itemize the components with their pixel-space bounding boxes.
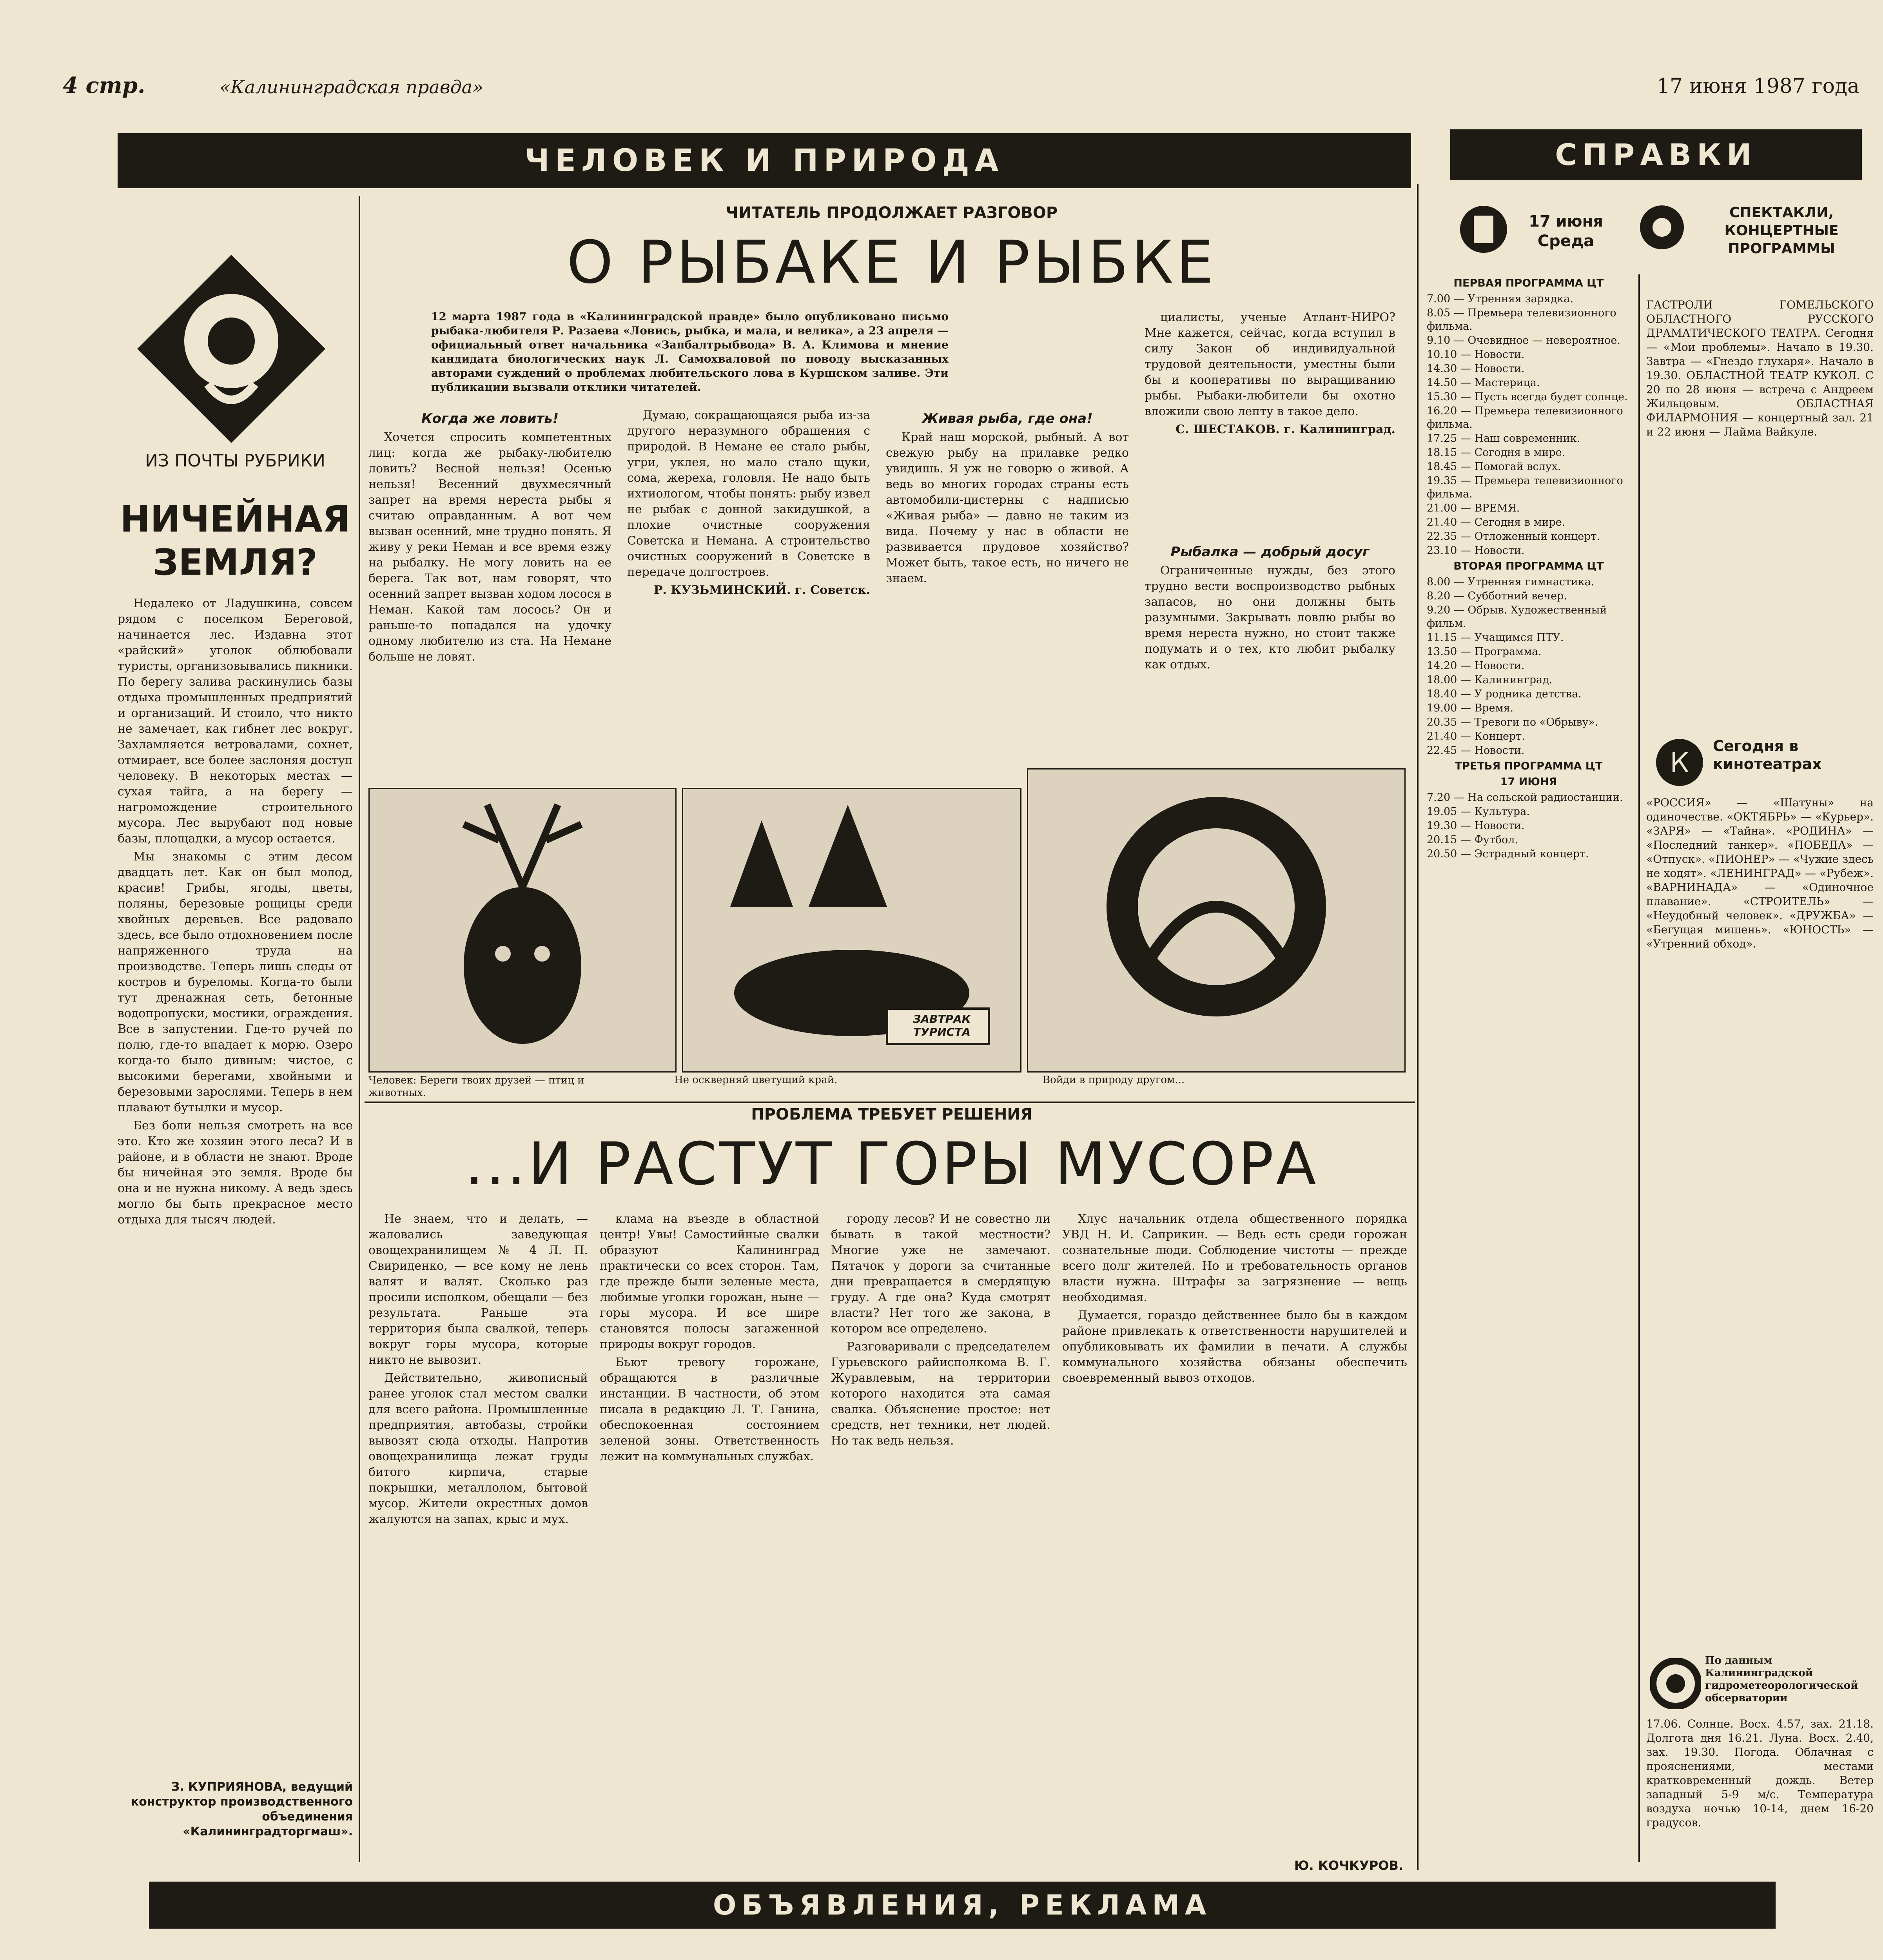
tv-list: [1427, 791, 1631, 861]
paragraph: Действительно, живописный ранее уголок стал местом свалки для всего района. Промышленные предприятия, автобазы, стройки вывозят сюда отходы. Напротив овощехранилища лежат груды битого кирпича, старые покрышки, металлолом, бытовой мусор. Жители окрестных домов жалуются на запах, крыс и мух.: [368, 1371, 588, 1526]
fishing-intro: 12 марта 1987 года в «Калининградской правде» было опубликовано письмо рыбака-любителя Р. Разаева «Ловись, рыбка, и мала, и велика», а 23 апреля — официальный ответ начальника «Запбалтрыбвода» В. А. Климова и мнение кандидата биологических наук Л. Самохваловой по поводу высказанных авторами суждений о проблемах любительского лова в Куршском заливе. Эти публикации вызвали отклики читателей.: [431, 310, 949, 394]
column-divider: [1417, 184, 1419, 1870]
caption: Человек: Береги твоих друзей — птиц и животных.: [368, 1074, 584, 1099]
tv-line: 11.15 — Учащимся ПТУ.: [1427, 632, 1564, 644]
paragraph: Хлус начальник отдела общественного порядка УВД Н. И. Саприкин. — Ведь есть среди горожан сознательные люди. Соблюдение чистоты — прежде всего долг жителей. Но и требовательность органов власти нужна. Штрафы за загрязнение — вещь необходимая.: [1062, 1212, 1407, 1304]
headline-fishing: О РЫБАКЕ И РЫБКЕ: [567, 229, 1217, 297]
paragraph: городу лесов? И не совестно ли бывать в такой местности? Многие уже не замечают. Пятачок у дороги за считанные дни превращается в смердящую груду. А где она? Куда смотрят власти? Нет того же закона, в котором все определено.: [831, 1212, 1050, 1336]
signature: Р. КУЗЬМИНСКИЙ. г. Советск.: [653, 583, 870, 597]
tv-line: 7.00 — Утренняя зарядка.: [1427, 293, 1573, 305]
tv-line: 21.40 — Сегодня в мире.: [1427, 516, 1566, 528]
svg-text:К: К: [1670, 747, 1689, 779]
garbage-signature: Ю. КОЧКУРОВ.: [1294, 1858, 1403, 1873]
tv-line: 18.15 — Сегодня в мире.: [1427, 446, 1566, 459]
tv-line: 19.00 — Время.: [1427, 702, 1514, 714]
garbage-col-1: [368, 1211, 588, 1878]
issue-date: 17 июня 1987 года: [1656, 74, 1859, 98]
tv-line: 14.50 — Мастерица.: [1427, 377, 1540, 389]
paragraph: Край наш морской, рыбный. А вот свежую рыбу на прилавке редко увидишь. Я уж не говорю о живой. А ведь во многих городах страны есть автомобили-цистерны с надписью «Живая рыба» — давно не таким из вида. Почему у нас в области не развивается прудовое хозяйство? Может быть, такое есть, но ничего не знаем.: [886, 430, 1129, 585]
tv-line: 22.45 — Новости.: [1427, 744, 1525, 757]
weather-text: 17.06. Солнце. Восх. 4.57, зах. 21.18. Долгота дня 16.21. Луна. Восх. 2.40, зах. 19.30. Погода. Облачная с прояснениями, местами кратковременный дождь. Ветер западный 5-9 м/с. Температура воздуха ночью 10-14, днем 16-20 градусов.: [1646, 1717, 1874, 1829]
illustration-nature: [1027, 768, 1406, 1073]
paragraph: Бьют тревогу горожане, обращаются в различные инстанции. В частности, об этом писала в редакцию Л. Т. Ганина, обеспокоенная состоянием зеленой зоны. Ответственность лежит на коммунальных службах.: [600, 1356, 819, 1463]
garbage-col-2: [600, 1211, 819, 1878]
cinema-text: «РОССИЯ» — «Шатуны» на одиночестве. «ОКТЯБРЬ» — «Курьер». «ЗАРЯ» — «Тайна». «РОДИНА» — «Последний танкер». «ПОБЕДА» — «Отпуск». «ПИОНЕР» — «Чужие здесь не ходят». «ЛЕНИНГРАД» — «Рубеж». «ВАРНИНАДА» — «Одиночное плавание». «СТРОИТЕЛЬ» — «Неудобный человек». «ДРУЖБА» — «Бегущая мишень». «ЮНОСТЬ» — «Утренний обход».: [1646, 796, 1874, 950]
tv-line: 20.15 — Футбол.: [1427, 834, 1518, 846]
signature: С. ШЕСТАКОВ. г. Калининград.: [1176, 423, 1395, 436]
tv-line: 9.20 — Обрыв. Художественный фильм.: [1427, 604, 1607, 630]
page-number: 4 стр.: [63, 73, 145, 98]
tv-line: 19.05 — Культура.: [1427, 806, 1530, 818]
paragraph: Думается, гораздо действеннее было бы в каждом районе привлекать к ответственности нарушителей и опубликовывать их фамилии в печати. А службы коммунального хозяйства обязаны обеспечить своевременный вывоз отходов.: [1062, 1308, 1407, 1385]
kicker-problem: ПРОБЛЕМА ТРЕБУЕТ РЕШЕНИЯ: [751, 1105, 1032, 1123]
tv-line: 10.10 — Новости.: [1427, 348, 1525, 361]
tv-line: 18.45 — Помогай вслух.: [1427, 461, 1561, 473]
sidebar-paragraph: Мы знакомы с этим десом двадцать лет. Как он был молод, красив! Грибы, ягоды, цветы, поляны, березовые рощицы среди хвойных деревьев. Все радовало здесь, все было отдохновением после напряженного труда на производстве. Теперь лишь следы от костров и буреломы. Когда-то были тут дренажная сеть, бетонные водопропуски, мостики, ограждения. Все в запустении. Где-то ручей по полю, где-то впадает к морю. Озеро когда-то было дивным: чистое, с высокими берегами, хвойными и березовыми зарослями. Теперь в нем плавают бутылки и мусор.: [118, 850, 353, 1114]
nature-emblem: [129, 251, 333, 447]
reference-date: 17 июня Среда: [1529, 212, 1603, 250]
illustration-deer: [368, 788, 677, 1073]
tv-line: 19.35 — Премьера телевизионного фильма.: [1427, 475, 1623, 500]
garbage-col-3: [831, 1211, 1050, 1878]
subhead-leisure: Рыбалка — добрый досуг: [1170, 544, 1370, 560]
caption: Войди в природу другом...: [1043, 1074, 1185, 1086]
tv-program-title: ВТОРАЯ ПРОГРАММА ЦТ: [1453, 560, 1604, 572]
sidebar-paragraph: Недалеко от Ладушкина, совсем рядом с поселком Береговой, начинается лес. Издавна этот «райский» уголок облюбовали туристы, организовывались пикники. По берегу залива раскинулись базы отдыха промышленных предприятий и организаций. И стоило, что никто не замечает, как гибнет лес вокруг. Захламляется ветровалами, сохнет, отмирает, все более заслоняя доступ человеку. В некоторых местах — сухая тайга, а на берегу — нагромождение строительного мусора. Лес вырубают под новые базы, площадки, а мусор остается.: [118, 597, 353, 846]
tv-line: 19.30 — Новости.: [1427, 820, 1525, 832]
tv-line: 15.30 — Пусть всегда будет солнце.: [1427, 391, 1628, 403]
tv-line: 21.00 — ВРЕМЯ.: [1427, 502, 1520, 514]
weather-title: По данным Калининградской гидрометеорологической обсерватории: [1705, 1655, 1858, 1704]
tv-program-title: ТРЕТЬЯ ПРОГРАММА ЦТ: [1455, 760, 1603, 772]
subhead-live-fish: Живая рыба, где она!: [922, 411, 1093, 426]
paragraph: Хочется спросить компетентных лиц: когда же рыбаку-любителю ловить? Весной нельзя! Осенью нельзя! Весенний двухмесячный запрет на время нереста рыбы я считаю оправданным. А вот чем вызван осенний, мне трудно понять. Я живу у реки Неман и все время езжу на рыбалку. Не могу ловить на ее берега. Так вот, нам говорят, что осенний запрет вызван ходом лосося в Неман. Какой там лосось? Он и раньше-то попадался на удочку одному любителю из ста. На Немане больше не ловят.: [368, 430, 611, 664]
tv-line: 8.00 — Утренняя гимнастика.: [1427, 576, 1595, 588]
column-divider: [1638, 274, 1640, 1862]
sidebar-body: [118, 596, 353, 1772]
calendar-icon: [1458, 204, 1509, 255]
tv-line: 18.00 — Калининград.: [1427, 674, 1553, 686]
tv-list: [1427, 575, 1631, 757]
paragraph: циалисты, ученые Атлант-НИРО? Мне кажется, сейчас, когда вступил в силу Закон об индивидуальной трудовой деятельности, уместны были бы и кооперативы по выращиванию рыбы. Рыбаки-любители бы охотно вложили свою лепту в такое дело.: [1145, 310, 1395, 418]
paragraph: Думаю, сокращающаяся рыба из-за другого неразумного обращения с природой. В Немане ее стало рыбы, угри, уклея, но мало стало щуки, сома, жереха, головля. Не надо быть ихтиологом, чтобы понять: рыбу извел не рыбак с донной закидушкой, а плохие очистные сооружения Советска и Немана. А строительство очистных сооружений в Советске в передаче долгостроев.: [627, 408, 870, 579]
fishing-col-4b: [1145, 541, 1395, 784]
caption: Не оскверняй цветущий край.: [674, 1074, 838, 1086]
cinema-icon: [1654, 737, 1705, 788]
section-banner-reference: СПРАВКИ: [1450, 129, 1862, 180]
tv-line: 20.50 — Эстрадный концерт.: [1427, 848, 1589, 860]
tv-line: 16.20 — Премьера телевизионного фильма.: [1427, 405, 1623, 430]
weather-icon: [1650, 1658, 1701, 1709]
sidebar-rubric: ИЗ ПОЧТЫ РУБРИКИ: [145, 451, 325, 471]
tv-line: 14.20 — Новости.: [1427, 660, 1525, 672]
sidebar-paragraph: Без боли нельзя смотреть на все это. Кто же хозяин этого леса? И в районе, и в области не знают. Вроде бы ничейная это земля. Вроде бы она и не нужна никому. А ведь здесь могло бы быть прекрасное место отдыха для тысяч людей.: [118, 1119, 353, 1227]
section-banner-nature: ЧЕЛОВЕК И ПРИРОДА: [118, 133, 1411, 188]
tv-program-date: 17 ИЮНЯ: [1500, 776, 1557, 788]
fishing-col-4: [1145, 310, 1395, 529]
tv-schedule: [1427, 274, 1631, 1862]
theatre-icon: [1638, 204, 1685, 251]
tv-program-title: ПЕРВАЯ ПРОГРАММА ЦТ: [1453, 277, 1604, 289]
label-breakfast: ЗАВТРАК ТУРИСТА: [913, 1013, 971, 1038]
newspaper-name: «Калининградская правда»: [220, 76, 484, 98]
kicker-reader: ЧИТАТЕЛЬ ПРОДОЛЖАЕТ РАЗГОВОР: [726, 204, 1058, 222]
headline-garbage: ...И РАСТУТ ГОРЫ МУСОРА: [465, 1130, 1319, 1198]
tv-list: [1427, 292, 1631, 557]
sidebar-headline: НИЧЕЙНАЯ ЗЕМЛЯ?: [120, 498, 350, 583]
tv-line: 18.40 — У родника детства.: [1427, 688, 1582, 700]
tv-line: 23.10 — Новости.: [1427, 544, 1525, 557]
tv-line: 7.20 — На сельской радиостанции.: [1427, 791, 1623, 804]
tv-line: 21.40 — Концерт.: [1427, 730, 1525, 742]
paragraph: Не знаем, что и делать, — жаловались заведующая овощехранилищем № 4 Л. П. Свириденко, — все кому не лень валят и валят. Сколько раз просили исполком, обещали — без результата. Раньше эта территория была свалкой, теперь вокруг горы мусора, которые никто не вывозит.: [368, 1212, 588, 1367]
tv-line: 22.35 — Отложенный концерт.: [1427, 530, 1600, 543]
subhead-when: Когда же ловить!: [421, 411, 559, 426]
concert-text: ГАСТРОЛИ ГОМЕЛЬСКОГО ОБЛАСТНОГО РУССКОГО ДРАМАТИЧЕСКОГО ТЕАТРА. Сегодня — «Мои проблемы». Начало в 19.30. Завтра — «Гнездо глухаря». Начало в 19.30. ОБЛАСТНОЙ ТЕАТР КУКОЛ. С 20 по 28 июня — встреча с Андреем Жильцовым. ОБЛАСТНАЯ ФИЛАРМОНИЯ — концертный зал. 21 и 22 июня — Лайма Вайкуле.: [1646, 298, 1874, 438]
paragraph: клама на въезде в областной центр! Увы! Самостийные свалки образуют Калининград практически со всех сторон. Там, где прежде были зеленые места, любимые уголки горожан, ныне — горы мусора. И все шире становятся полосы загаженной природы вокруг городов.: [600, 1212, 819, 1351]
tv-line: 13.50 — Программа.: [1427, 646, 1542, 658]
tv-line: 8.20 — Субботний вечер.: [1427, 590, 1567, 602]
section-banner-ads: ОБЪЯВЛЕНИЯ, РЕКЛАМА: [149, 1882, 1776, 1929]
sidebar-signature: З. КУПРИЯНОВА, ведущий конструктор производственного объединения «Калининградторгмаш».: [131, 1780, 353, 1838]
cinema-title: Сегодня в кинотеатрах: [1713, 737, 1822, 773]
garbage-col-4: [1062, 1211, 1407, 1858]
column-divider: [359, 196, 360, 1862]
illustration-litter: [682, 788, 1021, 1073]
rule: [365, 1102, 1415, 1103]
tv-line: 17.25 — Наш современник.: [1427, 432, 1580, 445]
tv-line: 9.10 — Очевидное — невероятное.: [1427, 334, 1620, 347]
paragraph: Разговаривали с председателем Гурьевского райисполкома В. Г. Журавлевым, на территории которого находится эта самая свалка. Объяснение простое: нет средств, нет техники, нет людей. Но так ведь нельзя.: [831, 1340, 1050, 1448]
tv-line: 14.30 — Новости.: [1427, 363, 1525, 375]
tv-line: 8.05 — Премьера телевизионного фильма.: [1427, 307, 1616, 332]
paragraph: Ограниченные нужды, без этого трудно вести воспроизводство рыбных запасов, но они должны быть разумными. Закрывать ловлю рыбы во время нереста нужно, но стоит также подумать и о тех, кто любит рыбалку как отдых.: [1145, 564, 1395, 671]
concert-title: СПЕКТАКЛИ, КОНЦЕРТНЫЕ ПРОГРАММЫ: [1724, 205, 1839, 257]
tv-line: 20.35 — Тревоги по «Обрыву».: [1427, 716, 1598, 728]
